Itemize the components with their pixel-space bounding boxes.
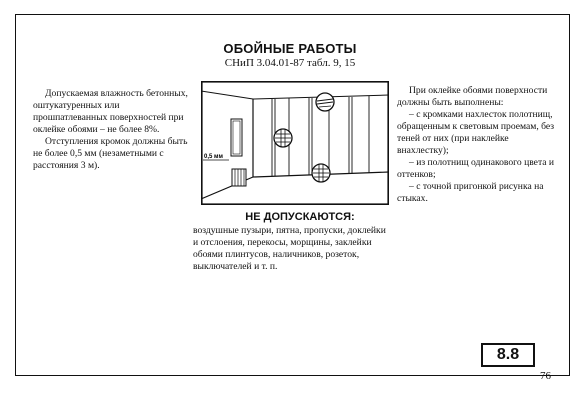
magnifier-circle-left — [274, 129, 292, 147]
not-allowed-text: воздушные пузыри, пятна, пропуски, доклейки и отслоения, перекосы, морщины, заклейки обоями плинтусов, наличников, розеток, выключателей и т. п. — [193, 225, 386, 272]
room-illustration — [201, 81, 389, 205]
page-number: 76 — [540, 370, 551, 382]
magnifier-circle-top — [316, 93, 334, 111]
humidity-paragraph: Допускаемая влажность бетонных, оштукатуренных или прошпатлеванных поверхностей при оклейке обоями – не более 8%. — [33, 88, 188, 135]
sheet-number-badge: 8.8 — [481, 343, 535, 367]
left-column — [33, 88, 193, 172]
requirement-item: – с точной пригонкой рисунка на стыках. — [397, 180, 544, 204]
edge-deviation-paragraph: Отступления кромок должны быть не более 0,5 мм (незаметными с расстояния 3 м). — [33, 135, 188, 171]
gap-label: 0,5 мм — [204, 154, 223, 160]
magnifier-circle-center — [312, 164, 330, 182]
page-subtitle: СНиП 3.04.01-87 табл. 9, 15 — [224, 57, 356, 69]
requirement-item: – с кромками нахлесток полотнищ, обращенным к световым проемам, без теней от них (при наклейке внахлестку); — [397, 108, 555, 156]
requirement-item: – из полотнищ одинакового цвета и оттенков; — [397, 156, 555, 180]
requirements-intro: При оклейке обоями поверхности должны быть выполнены: — [397, 85, 548, 108]
right-column — [397, 85, 559, 205]
not-allowed-heading: НЕ ДОПУСКАЮТСЯ: — [245, 211, 355, 223]
page-title: ОБОЙНЫЕ РАБОТЫ — [223, 41, 357, 56]
